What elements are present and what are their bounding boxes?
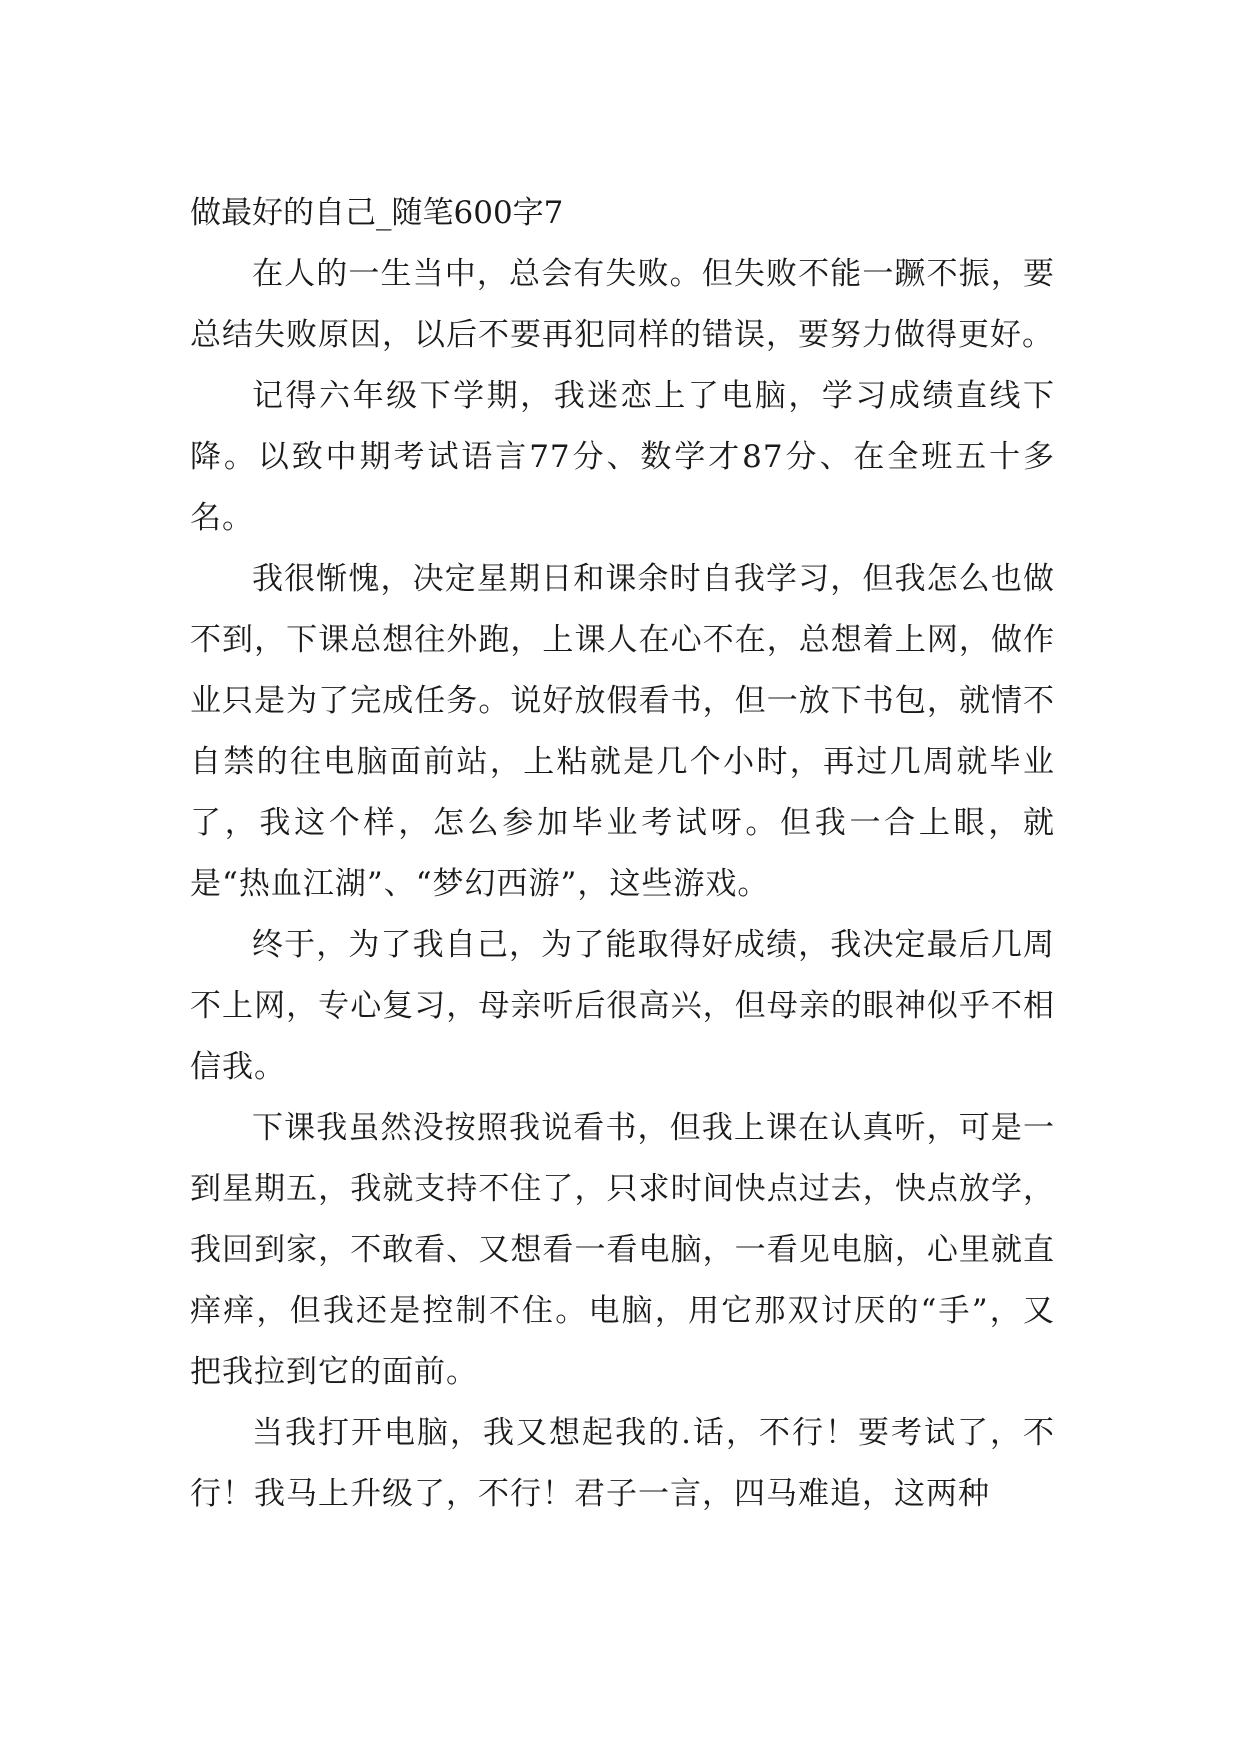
paragraph: 我很惭愧，决定星期日和课余时自我学习，但我怎么也做不到，下课总想往外跑，上课人在心不在，总想着上网，做作业只是为了完成任务。说好放假看书，但一放下书包，就情不自禁的往电脑面前站，上粘就是几个小时，再过几周就毕业了，我这个样，怎么参加毕业考试呀。但我一合上眼，就是“热血江湖”、“梦幻西游”，这些游戏。 [190,561,1055,902]
document-body [190,183,1055,1525]
paragraph: 终于，为了我自己，为了能取得好成绩，我决定最后几周不上网，专心复习，母亲听后很高兴，但母亲的眼神似乎不相信我。 [190,927,1055,1085]
document-title: 做最好的自己_随笔600字7 [190,195,564,231]
paragraph: 当我打开电脑，我又想起我的.话，不行！要考试了，不行！我马上升级了，不行！君子一言，四马难追，这两种 [190,1415,1055,1512]
paragraph: 记得六年级下学期，我迷恋上了电脑，学习成绩直线下降。以致中期考试语言77分、数学才87分、在全班五十多名。 [190,378,1055,536]
paragraph: 下课我虽然没按照我说看书，但我上课在认真听，可是一到星期五，我就支持不住了，只求时间快点过去，快点放学，我回到家，不敢看、又想看一看电脑，一看见电脑，心里就直痒痒，但我还是控制不住。电脑，用它那双讨厌的“手”，又把我拉到它的面前。 [190,1110,1055,1390]
paragraph: 在人的一生当中，总会有失败。但失败不能一蹶不振，要总结失败原因，以后不要再犯同样的错误，要努力做得更好。 [190,256,1055,353]
